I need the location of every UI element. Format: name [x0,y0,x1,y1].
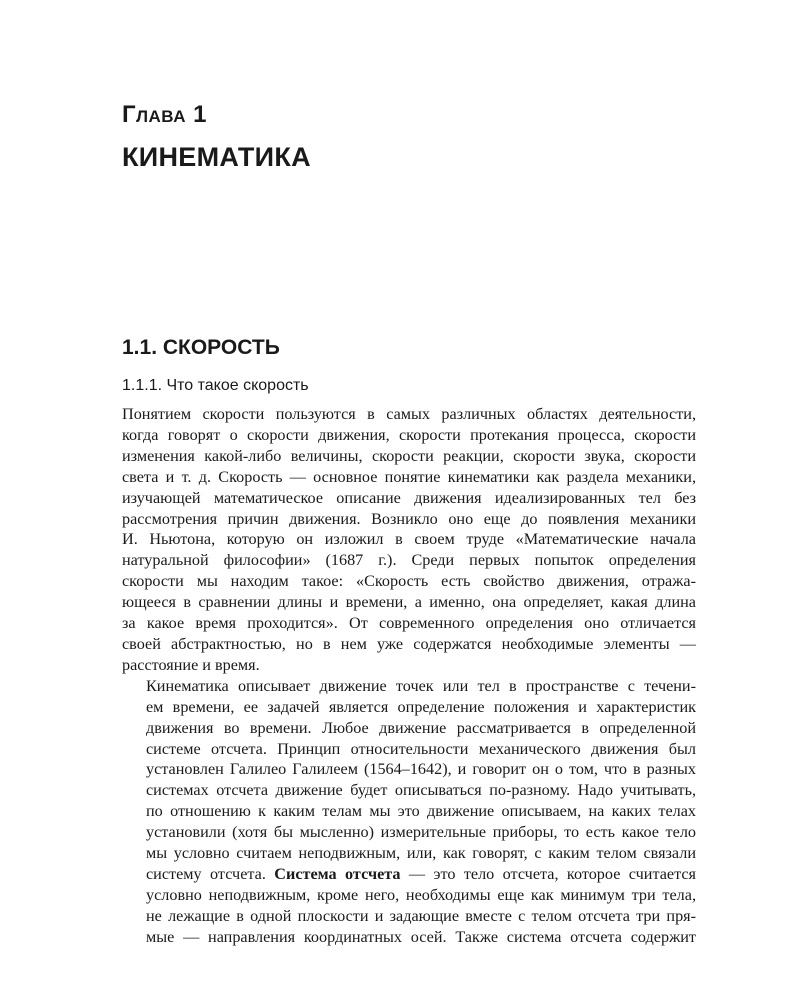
defined-term: Система отсчета [274,864,401,883]
text-line: движения во времени. Любое движение рассматривается в определенной [146,718,696,737]
text-line: натуральной философии» (1687 г.). Среди первых попыток определения [122,551,696,570]
text-line: своей абстрактностью, но в нем уже содержатся необходимые элементы — [122,634,696,653]
term-definition-line [122,864,696,885]
subsection-title: 1.1.1. Что такое скорость [122,377,309,394]
text-line: света и т. д. Скорость — основное понятие кинематики как раздела механики, [122,467,696,486]
chapter-title: КИНЕМАТИКА [122,142,311,172]
text-line: когда говорят о скорости движения, скорости протекания процесса, скорости [122,425,696,444]
text-line: Понятием скорости пользуются в самых различных областях деятельности, [122,405,696,423]
text-line: установили (хотя бы мысленно) измерительные приборы, то есть какое тело [146,823,696,842]
text-line: за какое время проходится». От современного определения оно отличается [122,614,696,633]
text-line: мы условно считаем неподвижным, или, как говорят, с каким телом связали [146,844,696,863]
text-line: расстояние и время. [122,655,260,674]
text-line: установлен Галилео Галилеем (1564–1642), и говорит он о том, что в разных [146,760,696,779]
paragraph-1 [122,404,696,676]
text-line: ем времени, ее задачей является определение положения и характеристик [146,697,696,716]
text-line: рассмотрения причин движения. Возникло оно еще до появления механики [122,509,696,528]
text-line: системах отсчета движение будет описываться по-разному. Надо учитывать, [146,781,696,800]
text-line: Кинематика описывает движение точек или тел в пространстве с течени- [146,676,696,695]
term-suffix: — это тело отсчета, которое считается [400,864,696,883]
text-line: не лежащие в одной плоскости и задающие вместе с телом отсчета три пря- [146,906,696,925]
section-title: 1.1. СКОРОСТЬ [122,336,280,359]
paragraph-2 [122,676,696,948]
text-line: ющееся в сравнении длины и времени, а именно, она определяет, какая длина [122,593,696,612]
chapter-label: Глава 1 [122,101,208,128]
body-text [122,404,696,948]
text-line: И. Ньютона, которую он изложил в своем труде «Математические начала [122,530,696,549]
text-line: изучающей математическое описание движения идеализированных тел без [122,488,696,507]
text-line: мые — направления координатных осей. Также система отсчета содержит [146,927,696,946]
text-line: системе отсчета. Принцип относительности механического движения был [146,739,696,758]
text-line: изменения какой-либо величины, скорости реакции, скорости звука, скорости [122,446,696,465]
text-line: скорости мы находим такое: «Скорость есть свойство движения, отража- [122,572,696,591]
term-prefix: систему отсчета. [146,864,275,883]
text-line: условно неподвижным, кроме него, необходимы еще как минимум три тела, [146,885,696,904]
text-line: по отношению к каким телам мы это движение описываем, на каких телах [146,802,696,821]
